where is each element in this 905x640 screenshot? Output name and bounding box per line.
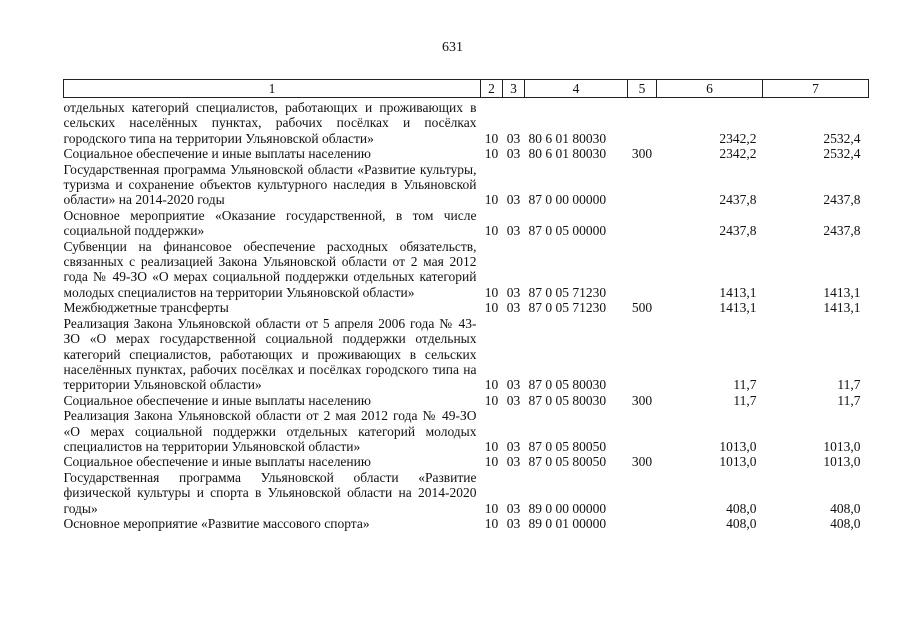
table-row [64,470,869,516]
row-expense-type [628,208,657,239]
row-expense-type [628,516,657,531]
row-subsection: 03 [506,130,521,146]
row-description: Государственная программа Ульяновской области «Развитие культуры, туризма и сохранение объектов культурного наследия в Ульяновской области» на 2014-2020 годы [63,161,477,208]
row-description: Основное мероприятие «Развитие массового спорта» [63,515,370,531]
table-row [64,316,869,393]
row-subsection: 03 [506,515,521,531]
row-subsection: 03 [506,300,521,316]
row-target-code: 89 0 01 00000 [528,515,607,531]
row-amount-col7: 1013,0 [823,438,861,454]
row-section: 10 [484,500,499,516]
row-section: 10 [484,438,499,454]
table-row [64,516,869,531]
row-amount-col7: 2437,8 [823,192,861,208]
row-expense-type: 300 [631,146,653,162]
row-description: Социальное обеспечение и иные выплаты населению [63,454,371,470]
row-section: 10 [484,284,499,300]
row-section: 10 [484,392,499,408]
header-col-4: 4 [525,80,628,98]
header-col-5: 5 [628,80,657,98]
row-description: Реализация Закона Ульяновской области от 5 апреля 2006 года № 43-ЗО «О мерах государственной социальной поддержки отдельных категорий специалистов, работающих и проживающих в сельских населённых пунктах, рабочих посёлках и посёлках городского типа на территории Ульяновской области» [63,315,477,393]
row-target-code: 87 0 05 80050 [528,438,607,454]
table-row [64,300,869,315]
row-subsection: 03 [506,146,521,162]
row-expense-type [628,470,657,516]
row-target-code: 80 6 01 80030 [528,130,607,146]
row-description: отдельных категорий специалистов, работающих и проживающих в сельских населённых пунктах, рабочих посёлках и посёлках городского типа на территории Ульяновской области» [63,100,477,146]
table-row [64,393,869,408]
row-amount-col7: 1013,0 [823,454,861,470]
row-section: 10 [484,377,499,393]
budget-table [63,79,869,531]
row-expense-type: 500 [631,300,653,316]
row-expense-type [628,408,657,454]
row-expense-type: 300 [631,392,653,408]
row-amount-col7: 11,7 [837,392,861,408]
row-subsection: 03 [506,438,521,454]
row-expense-type [628,98,657,147]
row-expense-type [628,316,657,393]
row-subsection: 03 [506,454,521,470]
table-header-row [64,80,869,98]
row-amount-col7: 408,0 [830,515,861,531]
table-row [64,239,869,301]
header-col-2: 2 [481,80,503,98]
row-description: Основное мероприятие «Оказание государственной, в том числе социальной поддержки» [63,207,477,239]
row-amount-col6: 1013,0 [719,454,757,470]
header-col-1: 1 [64,80,481,98]
table-body [64,98,869,532]
row-amount-col7: 11,7 [837,377,861,393]
row-amount-col7: 408,0 [830,500,861,516]
table-row [64,208,869,239]
row-target-code: 87 0 05 80030 [528,377,607,393]
row-amount-col6: 1413,1 [719,300,757,316]
header-col-6: 6 [657,80,763,98]
row-description: Государственная программа Ульяновской области «Развитие физической культуры и спорта в Ульяновской области на 2014-2020 годы» [63,469,477,516]
row-amount-col6: 11,7 [733,377,757,393]
row-subsection: 03 [506,284,521,300]
row-amount-col6: 2437,8 [719,223,757,239]
row-section: 10 [484,130,499,146]
table-row [64,98,869,147]
row-target-code: 87 0 05 00000 [528,223,607,239]
row-subsection: 03 [506,377,521,393]
header-col-7: 7 [763,80,869,98]
row-expense-type: 300 [631,454,653,470]
row-description: Субвенции на финансовое обеспечение расходных обязательств, связанных с реализацией Закона Ульяновской области от 2 мая 2012 года № 49-ЗО «О мерах социальной поддержки отдельных категорий молодых специалистов на территории Ульяновской области» [63,238,477,300]
row-target-code: 87 0 05 80030 [528,392,607,408]
table-row [64,408,869,454]
row-description: Межбюджетные трансферты [63,300,229,316]
row-amount-col7: 2532,4 [823,130,861,146]
row-target-code: 87 0 00 00000 [528,192,607,208]
row-subsection: 03 [506,192,521,208]
row-description: Реализация Закона Ульяновской области от 2 мая 2012 года № 49-ЗО «О мерах социальной поддержки отдельных категорий молодых специалистов на территории Ульяновской области» [63,408,477,454]
row-section: 10 [484,223,499,239]
row-section: 10 [484,515,499,531]
header-col-3: 3 [503,80,525,98]
row-subsection: 03 [506,223,521,239]
row-amount-col6: 2437,8 [719,192,757,208]
row-target-code: 80 6 01 80030 [528,146,607,162]
row-amount-col6: 2342,2 [719,130,757,146]
row-target-code: 87 0 05 80050 [528,454,607,470]
page-number: 631 [442,40,463,55]
row-amount-col6: 11,7 [733,392,757,408]
row-section: 10 [484,454,499,470]
row-target-code: 87 0 05 71230 [528,284,607,300]
row-subsection: 03 [506,500,521,516]
row-amount-col6: 2342,2 [719,146,757,162]
row-description: Социальное обеспечение и иные выплаты населению [63,392,371,408]
row-amount-col6: 408,0 [726,515,757,531]
table-row [64,146,869,161]
row-amount-col7: 2437,8 [823,223,861,239]
row-amount-col6: 1013,0 [719,438,757,454]
row-section: 10 [484,192,499,208]
row-amount-col6: 408,0 [726,500,757,516]
table-row [64,162,869,208]
row-expense-type [628,239,657,301]
row-amount-col7: 1413,1 [823,300,861,316]
row-amount-col7: 2532,4 [823,146,861,162]
row-amount-col6: 1413,1 [719,284,757,300]
row-description: Социальное обеспечение и иные выплаты населению [63,146,371,162]
row-section: 10 [484,146,499,162]
row-target-code: 89 0 00 00000 [528,500,607,516]
row-expense-type [628,162,657,208]
row-section: 10 [484,300,499,316]
table-row [64,454,869,469]
row-amount-col7: 1413,1 [823,284,861,300]
row-target-code: 87 0 05 71230 [528,300,607,316]
row-subsection: 03 [506,392,521,408]
